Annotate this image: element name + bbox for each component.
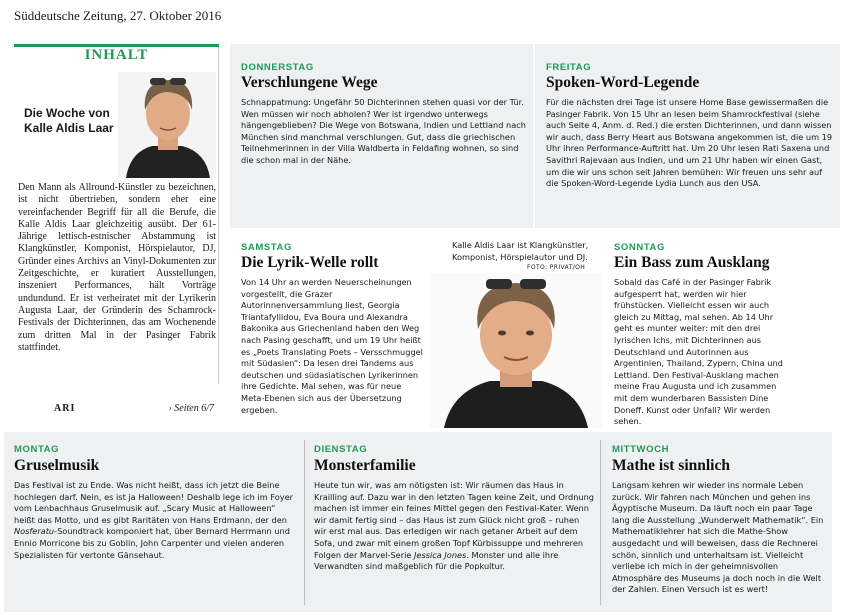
headline-samstag: Die Lyrik-Welle rollt: [241, 254, 379, 271]
portrait-small: [118, 72, 216, 178]
headline-sonntag: Ein Bass zum Ausklang: [614, 254, 770, 271]
article-body-dienstag: Heute tun wir, was am nötigsten ist: Wir räumen das Haus in Krailling auf. Dazu war in den letzten Tagen keine Zeit, und Ordnung machen ist immer ein feines Mittel gegen den Festival-Kater. Wenn wir damit fertig sind – das Haus ist zum Glück nicht groß – ruhen wir erst mal aus. Das erledigen wir nach getaner Arbeit auf dem Sofa, und zwar mit einem großen Topf Kürbissuppe und mehreren Folgen der Marvel-Serie Jessica Jones. Monster und alle ihre Verwandten sind maßgeblich für die Popkultur.: [314, 480, 595, 572]
author-signature: ARI: [54, 403, 76, 414]
sidebar-signature-row: [18, 403, 216, 414]
day-label-samstag: SAMSTAG: [241, 242, 292, 253]
day-label-mittwoch: MITTWOCH: [612, 444, 670, 455]
portrait-large: [430, 273, 602, 428]
headline-mittwoch: Mathe ist sinnlich: [612, 457, 730, 474]
column-divider: [304, 440, 305, 605]
article-body-samstag: Von 14 Uhr an werden Neuerscheinungen vorgestellt, die Grazer Autorinnenversammlung liest, Georgia Triantafyllidou, Eva Boura und Alexandra Bakonika aus Griechenland haben den Weg nach Pasing geschafft, und um 19 Uhr heißt es „Poets Translating Poets – Versschmuggel mit Südasien“: Da lesen drei Tandems aus deutschen und südasiatischen Lyrikerinnen ihre Gedichte. Mal sehen, was für neue Meta-Ebenen sich aus der Übersetzung ergeben.: [241, 277, 423, 415]
article-body-donnerstag: Schnappatmung: Ungefähr 50 Dichterinnen stehen quasi vor der Tür. Wen müssen wir noch abholen? Wer ist irgendwo unterwegs hängengeblieben? Die Wege von Botswana, Indien und Lettland nach München sind manchmal verschlungen. Gut, dass die griechischen Teilnehmerinnen in der Villa Waldberta in Feldafing wohnen, so sind die schon mal in der Nähe.: [241, 97, 526, 165]
photo-credit: FOTO: PRIVAT/OH: [527, 264, 586, 271]
italic-title-nosferatu: Nosferatu: [14, 526, 55, 537]
headline-montag: Gruselmusik: [14, 457, 100, 474]
page-reference-link[interactable]: › Seiten 6/7: [168, 403, 214, 414]
photo-caption: Kalle Aldis Laar ist Klangkünstler, Komponist, Hörspielautor und DJ.: [452, 240, 589, 262]
newspaper-masthead: Süddeutsche Zeitung, 27. Oktober 2016: [14, 8, 222, 23]
sidebar-title: Die Woche von Kalle Aldis Laar: [24, 106, 114, 135]
day-label-sonntag: SONNTAG: [614, 242, 665, 253]
headline-donnerstag: Verschlungene Wege: [241, 74, 378, 91]
sidebar-inhalt: [14, 44, 219, 414]
sidebar-lead-text: Den Mann als Allround-Künstler zu bezeichnen, ist nicht übertrieben, sondern eher eine vereinfachender Begriff für all die Berufe, die Kalle Aldis Laar gleichzeitig ausübt. Der 61-Jährige lettisch-estnischer Abstammung ist Klangkünstler, Komponist, Hörspielautor, DJ, Gründer eines Archivs an Vinyl-Dokumenten zur Zeitgeschichte, er kuratiert Ausstellungen, inszeniert Performances, hält Vorträge undundund. Er ist verheiratet mit der Lyrikerin Augusta Laar, der Gründerin des Schamrock-Festivals der Dichterinnen, das am Wochenende zum dritten Mal in der Pasinger Fabrik stattfindet.: [18, 182, 216, 353]
day-label-donnerstag: DONNERSTAG: [241, 62, 314, 73]
headline-freitag: Spoken-Word-Legende: [546, 74, 700, 91]
day-label-montag: MONTAG: [14, 444, 60, 455]
day-label-freitag: FREITAG: [546, 62, 592, 73]
italic-title-jessica-jones: Jessica Jones: [414, 549, 467, 560]
column-divider: [600, 440, 601, 605]
article-body-mittwoch: Langsam kehren wir wieder ins normale Leben zurück. Wir fahren nach München und gehen ins Ägyptische Museum. Da läuft noch ein paar Tage lang die Ausstellung „Wunderwelt Mathematik“. Ein Mathematiklehrer hat sich die Mathe-Show ausgedacht und will beweisen, dass die Rechnerei schön, sinnlich und unterhaltsam ist. Vielleicht verliebe ich mich in der geheimnisvollen Atmosphäre des Museums ja doch noch in die Welt der Zahlen. Einen Versuch ist es wert!: [612, 480, 824, 595]
article-body-sonntag: Sobald das Café in der Pasinger Fabrik aufgesperrt hat, werden wir hier frühstücken. Vielleicht essen wir auch gleich zu Mittag, mal sehen. Ab 14 Uhr geht es munter weiter: mit den drei lyrischen Ichs, mit Dichterinnen aus Deutschland und Autorinnen aus Argentinien, Thailand, Zypern, China und Lettland. Den Festival-Ausklang machen meine Frau Augusta und ich zusammen mit dem wunderbaren Bassisten Dine Doneff. Kunst oder Unfall? Wir werden sehen.: [614, 277, 783, 427]
article-body-freitag: Für die nächsten drei Tage ist unsere Home Base gewissermaßen die Pasinger Fabrik. Von 15 Uhr an lesen beim Shamrockfestival (siehe auch Seite 4, Anm. d. Red.) die ersten Dichterinnen, und dann wissen wir auch, dass Berry Heart aus Botswana angekommen ist, die um 19 Uhr ihren Performance-Auftritt hat. Um 20 Uhr lesen Rati Saxena und Savithri Rajevaan aus Indien, und um 21 Uhr haben wir einen Gast, um die wir uns schon seit Jahren bemühen: Wir freuen uns sehr auf die Spoken-Word-Legende Lydia Lunch aus den USA.: [546, 97, 833, 189]
article-body-montag: Das Festival ist zu Ende. Was nicht heißt, dass ich jetzt die Beine hochlegen darf. Nein, es ist ja Halloween! Deshalb lege ich im Foyer vom Lenbachhaus Gruselmusik auf. „Scary Music at Halloween“ heißt das Motto, und es gibt Raritäten von Hans Erdmann, der den Nosferatu-Soundtrack komponiert hat, über Bernard Herrmann und Ennio Morricone bis zu Goblin, John Carpenter und vielen anderen Spezialisten für vertonte Gänsehaut.: [14, 480, 293, 560]
day-label-dienstag: DIENSTAG: [314, 444, 368, 455]
headline-dienstag: Monsterfamilie: [314, 457, 416, 474]
inhalt-label: INHALT: [14, 44, 219, 66]
